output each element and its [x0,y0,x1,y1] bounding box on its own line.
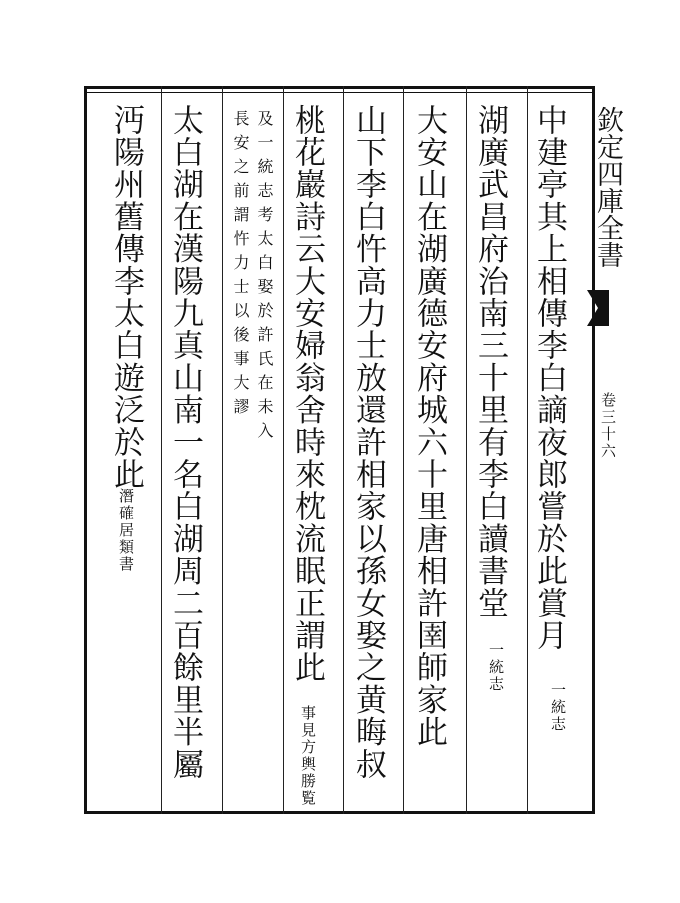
fish-tail-mark-icon [587,290,609,326]
column-rule [527,86,528,814]
text-column-4: 山下李白忤高力士放還許相家以孫女娶之黄晦叔 [350,104,386,781]
column-rule [161,86,162,814]
text-column-7: 太白湖在漢陽九真山南一名白湖周二百餘里半屬 [167,104,203,781]
commentary-line-1: 及一統志考太白娶於許氏在未入 [255,110,274,446]
volume-label: 卷三十六 [599,392,617,460]
text-column-3: 大安山在湖廣德安府城六十里唐相許圉師家此 [411,104,447,748]
note-5: 事見方輿勝覧 [299,705,317,807]
text-column-8: 沔陽州舊傳李太白遊泛於此 [108,104,144,491]
column-rule [222,86,223,814]
note-2: 一統志 [487,642,505,693]
text-column-1: 中建亭其上相傳李白謫夜郎嘗於此賞月 [531,104,567,652]
commentary-line-2: 長安之前謂忤力士以後事大謬 [231,110,250,422]
note-1: 一統志 [549,682,567,733]
text-column-5: 桃花巖詩云大安婦翁舍時來枕流眠正謂此 [289,104,325,684]
column-rule [343,86,344,814]
column-rule [403,86,404,814]
column-rule [466,86,467,814]
text-column-2: 湖廣武昌府治南三十里有李白讀書堂 [472,104,508,620]
note-8: 潛確居類書 [117,488,135,573]
book-title: 欽定四庫全書 [592,106,623,268]
column-rule [283,86,284,814]
